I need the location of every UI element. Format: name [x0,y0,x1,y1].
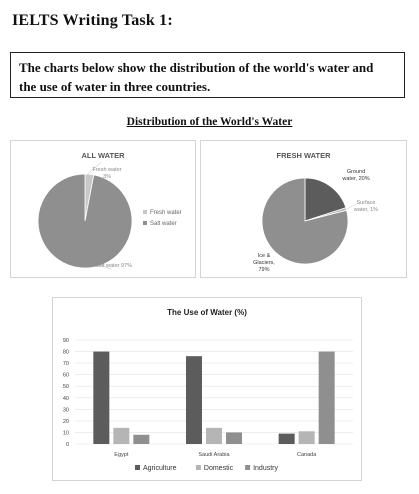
data-label-surface-water: Surface water, 1% [353,200,379,213]
legend-label: Salt water [150,221,177,227]
bar-saudi-arabia-agriculture [186,356,202,444]
x-tick-label: Saudi Arabia [198,452,230,458]
task-description-line: The charts below show the distribution of the world's water and [19,60,374,75]
legend-swatch [245,465,250,470]
bar-canada-agriculture [279,434,295,444]
water-use-bar-svg [53,298,363,482]
legend-label: Agriculture [143,465,177,472]
all-water-pie-svg [11,141,197,279]
bar-saudi-arabia-domestic [206,428,222,444]
data-label-fresh-water: Fresh water 3% [92,167,122,180]
fresh-water-chart [200,140,407,278]
data-label-ice-glaciers: Ice & Glaciers, 79% [253,253,275,273]
task-description-box [10,52,405,98]
y-tick-label: 20 [62,418,69,425]
legend-label: Fresh water [150,210,182,216]
y-tick-label: 10 [62,430,69,437]
y-tick-label: 60 [62,372,69,379]
y-tick-label: 30 [62,407,69,414]
y-tick-label: 80 [62,349,69,356]
bar-saudi-arabia-industry [226,432,242,444]
chart-title: The Use of Water (%) [167,308,247,317]
x-tick-label: Canada [297,452,317,458]
legend-swatch [135,465,140,470]
legend-swatch [196,465,201,470]
section-title: Distribution of the World's Water [126,116,293,128]
y-tick-label: 50 [62,384,69,391]
legend-swatch [143,210,147,214]
legend-label: Industry [253,465,279,472]
x-tick-label: Egypt [114,452,129,458]
task-description-line: the use of water in three countries. [19,79,211,94]
legend-swatch [143,221,147,225]
bar-egypt-agriculture [93,352,109,444]
page-heading: IELTS Writing Task 1: [12,12,173,29]
y-tick-label: 0 [65,442,69,448]
pie-slice-salt-water [38,174,132,268]
data-label-salt-water: Salt water 97% [95,263,132,269]
bar-canada-domestic [299,431,315,444]
data-label-ground-water: Ground water, 20% [342,169,370,182]
fresh-water-pie-svg [201,141,408,279]
bar-egypt-industry [133,435,149,444]
y-tick-label: 70 [62,361,69,368]
chart-title: ALL WATER [81,151,125,160]
bar-egypt-domestic [113,428,129,444]
legend-label: Domestic [203,465,234,472]
water-use-chart [52,297,362,481]
all-water-chart [10,140,196,278]
y-tick-label: 90 [62,338,69,344]
chart-title: FRESH WATER [276,151,331,160]
bar-canada-industry [319,352,335,444]
y-tick-label: 40 [62,395,69,402]
